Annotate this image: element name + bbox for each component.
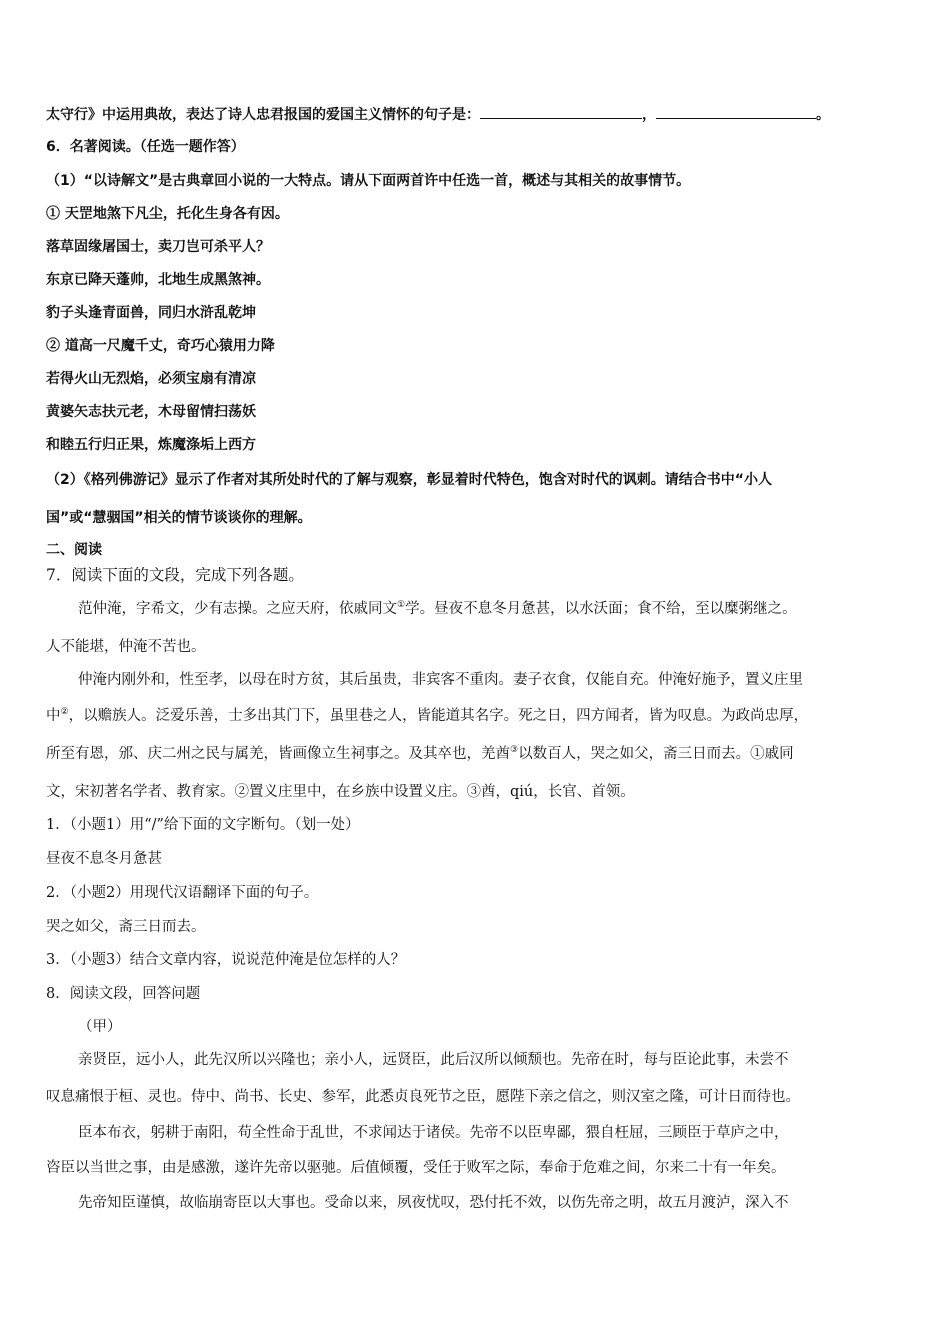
q7-sub2-text: 哭之如父，斋三日而去。 <box>46 919 206 935</box>
poem2-line: 和睦五行归正果，炼魔涤垢上西方 <box>46 437 256 453</box>
q7-title: 7．阅读下面的文段，完成下列各题。 <box>46 566 304 584</box>
q7-subquestion-2: 2．（小题2）用现代汉语翻译下面的句子。 <box>46 885 319 901</box>
poem1-line: ① 天罡地煞下凡尘，托化生身各有因。 <box>46 206 289 222</box>
passage-line: 叹息痛恨于桓、灵也。侍中、尚书、长史、参军，此悉贞良死节之臣，愿陛下亲之信之，则汉室之隆，可计日而待也。 <box>46 1089 800 1105</box>
poem2-line: ② 道高一尺魔千丈，奇巧心猿用力降 <box>46 338 275 354</box>
q7-subquestion-3: 3．（小题3）结合文章内容，说说范仲淹是位怎样的人？ <box>46 952 406 968</box>
poem2-line: 黄婆矢志扶元老，木母留情扫荡妖 <box>46 404 256 420</box>
q7-sub1-text: 昼夜不息冬月惫甚 <box>46 851 162 867</box>
passage-line: 范仲淹，字希文，少有志操。之应天府，依戚同文①学。昼夜不息冬月惫甚，以水沃面；食不给，至以糜粥继之。 <box>78 600 797 617</box>
q7-subquestion-1: 1．（小题1）用“/”给下面的文字断句。（划一处） <box>46 817 360 833</box>
poem1-line: 豹子头逢青面兽，同归水浒乱乾坤 <box>46 305 256 321</box>
passage-line: 亲贤臣，远小人，此先汉所以兴隆也；亲小人，远贤臣，此后汉所以倾颓也。先帝在时，每与臣论此事，未尝不 <box>78 1052 789 1068</box>
answer-blank-1[interactable] <box>480 104 642 119</box>
q8-title: 8．阅读文段，回答问题 <box>46 986 201 1002</box>
passage-line: 咨臣以当世之事，由是感激，遂许先帝以驱驰。后值倾覆，受任于败军之际，奉命于危难之间，尔来二十有一年矣。 <box>46 1160 786 1176</box>
poem1-line: 东京已降天蓬帅，北地生成黑煞神。 <box>46 272 270 288</box>
passage-line: 臣本布衣，躬耕于南阳，苟全性命于乱世，不求闻达于诸侯。先帝不以臣卑鄙，猥自枉屈，三顾臣于草庐之中， <box>78 1125 789 1141</box>
poem1-line: 落草固缘屠国士，卖刀岂可杀平人？ <box>46 239 270 255</box>
poem2-line: 若得火山无烈焰，必须宝扇有清凉 <box>46 371 256 387</box>
section-heading: 二、阅读 <box>46 542 102 558</box>
passage-line: 人不能堪，仲淹不苦也。 <box>46 639 206 655</box>
q5-answer-line: 太守行》中运用典故，表达了诗人忠君报国的爱国主义情怀的句子是： ， 。 <box>46 104 906 125</box>
q6-title: 6．名著阅读。（任选一题作答） <box>46 139 245 155</box>
answer-blank-2[interactable] <box>656 104 816 119</box>
q6-part2-prompt-line2: 国”或“慧骃国”相关的情节谈谈你的理解。 <box>46 510 312 526</box>
passage-line: 中②，以赡族人。泛爱乐善，士多出其门下，虽里巷之人，皆能道其名字。死之日，四方闻者，皆为叹息。为政尚忠厚， <box>46 707 809 724</box>
passage-line: 先帝知臣谨慎，故临崩寄臣以大事也。受命以来，夙夜忧叹，恐付托不效，以伤先帝之明，故五月渡泸，深入不 <box>78 1195 789 1211</box>
q8-passage-label: （甲） <box>78 1019 122 1035</box>
passage-footnotes: 文，宋初著名学者、教育家。②置义庄里中，在乡族中设置义庄。③酋，qiú，长官、首领。 <box>46 784 635 800</box>
q6-part2-prompt-line1: （2）《格列佛游记》显示了作者对其所处时代的了解与观察，彰显着时代特色，饱含对时代的讽刺。请结合书中“小人 <box>46 472 772 488</box>
passage-line: 所至有恩，邠、庆二州之民与属羌，皆画像立生祠事之。及其卒也，羌酋③以数百人，哭之如父，斋三日而去。①戚同 <box>46 745 794 762</box>
passage-line: 仲淹内刚外和，性至孝，以母在时方贫，其后虽贵，非宾客不重肉。妻子衣食，仅能自充。仲淹好施予，置义庄里 <box>78 672 803 688</box>
q6-part1-prompt: （1）“以诗解文”是古典章回小说的一大特点。请从下面两首许中任选一首，概述与其相关的故事情节。 <box>46 173 691 189</box>
